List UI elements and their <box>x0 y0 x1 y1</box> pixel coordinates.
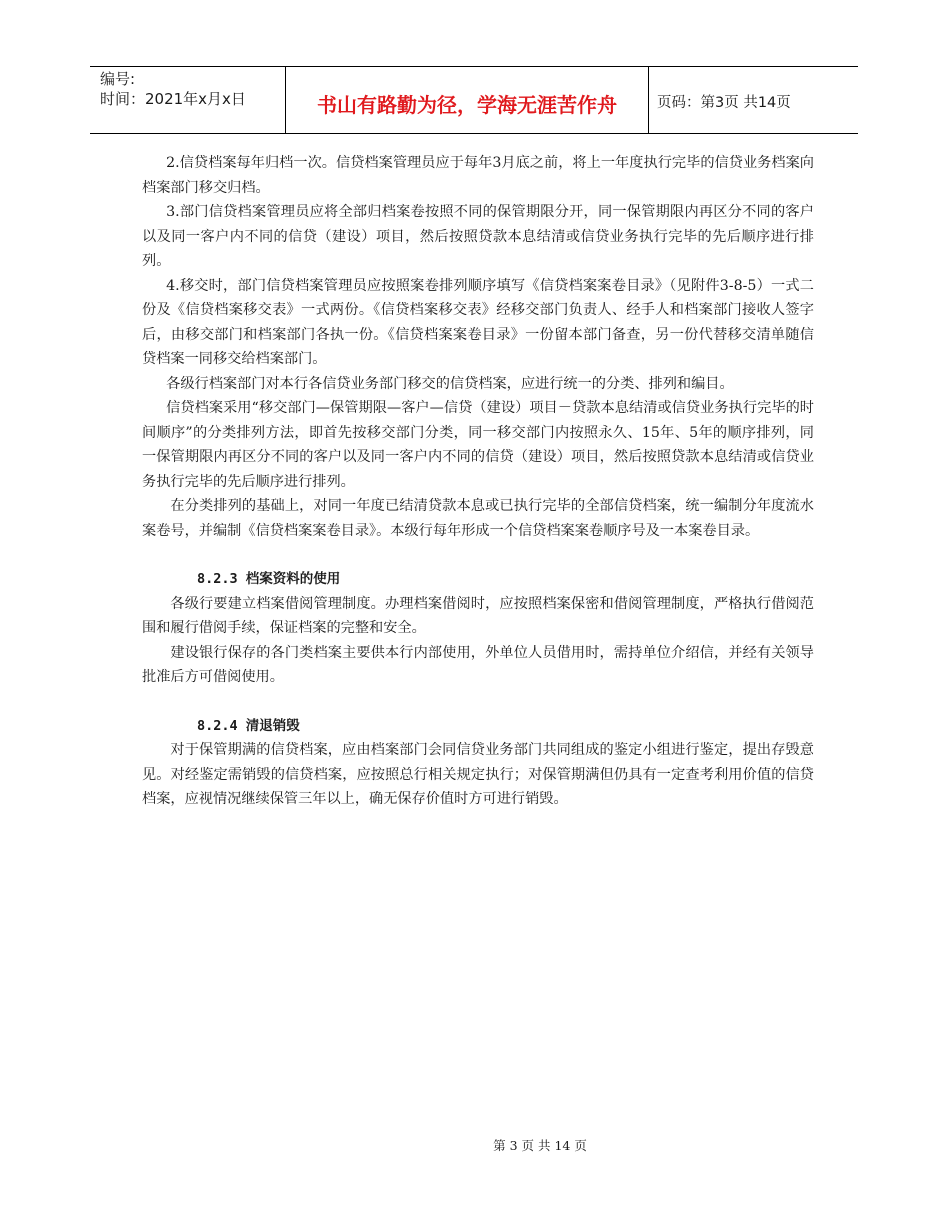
section-heading: 8.2.4 清退销毁 <box>197 717 300 734</box>
paragraph: 对于保管期满的信贷档案，应由档案部门会同信贷业务部门共同组成的鉴定小组进行鉴定，提出存毁意见。对经鉴定需销毁的信贷档案，应按照总行相关规定执行；对保管期满但仍具有一定查考利用价值的信贷档案，应视情况继续保管三年以上，确无保存价值时方可进行销毁。 <box>142 742 814 807</box>
paragraph: 3.部门信贷档案管理员应将全部归档案卷按照不同的保管期限分开，同一保管期限内再区分不同的客户以及同一客户内不同的信贷（建设）项目，然后按照贷款本息结清或信贷业务执行完毕的先后顺序进行排列。 <box>142 204 814 269</box>
document-body <box>142 151 814 812</box>
paragraph: 各级行要建立档案借阅管理制度。办理档案借阅时，应按照档案保密和借阅管理制度，严格执行借阅范围和履行借阅手续，保证档案的完整和安全。 <box>142 595 814 636</box>
paragraph: 各级行档案部门对本行各信贷业务部门移交的信贷档案，应进行统一的分类、排列和编目。 <box>166 375 734 392</box>
time-label: 时间：2021年x月x日 <box>100 90 246 108</box>
paragraph: 信贷档案采用“移交部门—保管期限—客户—信贷（建设）项目－贷款本息结清或信贷业务执行完毕的时间顺序”的分类排列方法，即首先按移交部门分类，同一移交部门内按照永久、15年、5年的顺序排列，同一保管期限内再区分不同的客户以及同一客户内不同的信贷（建设）项目，然后按照贷款本息结清或信贷业务执行完毕的先后顺序进行排列。 <box>142 400 814 490</box>
header-motto: 书山有路勤为径，学海无涯苦作舟 <box>286 67 649 133</box>
section-heading: 8.2.3 档案资料的使用 <box>197 571 341 587</box>
header-page-number: 页码：第3页 共14页 <box>657 94 791 111</box>
header-meta <box>90 67 286 133</box>
paragraph: 建设银行保存的各门类档案主要供本行内部使用，外单位人员借用时，需持单位介绍信，并经有关领导批准后方可借阅使用。 <box>142 644 814 685</box>
paragraph: 2.信贷档案每年归档一次。信贷档案管理员应于每年3月底之前，将上一年度执行完毕的信贷业务档案向档案部门移交归档。 <box>142 155 814 196</box>
paragraph: 4.移交时，部门信贷档案管理员应按照案卷排列顺序填写《信贷档案案卷目录》（见附件3-8-5）一式二份及《信贷档案移交表》一式两份。《信贷档案移交表》经移交部门负责人、经手人和档案部门接收人签字后，由移交部门和档案部门各执一份。《信贷档案案卷目录》一份留本部门备查，另一份代替移交清单随信贷档案一同移交给档案部门。 <box>142 277 814 367</box>
page-footer: 第 3 页 共 14 页 <box>493 1138 587 1153</box>
paragraph: 在分类排列的基础上，对同一年度已结清贷款本息或已执行完毕的全部信贷档案，统一编制分年度流水案卷号，并编制《信贷档案案卷目录》。本级行每年形成一个信贷档案案卷顺序号及一本案卷目录。 <box>142 498 814 539</box>
page-header <box>90 66 858 134</box>
number-label: 编号: <box>100 70 136 88</box>
